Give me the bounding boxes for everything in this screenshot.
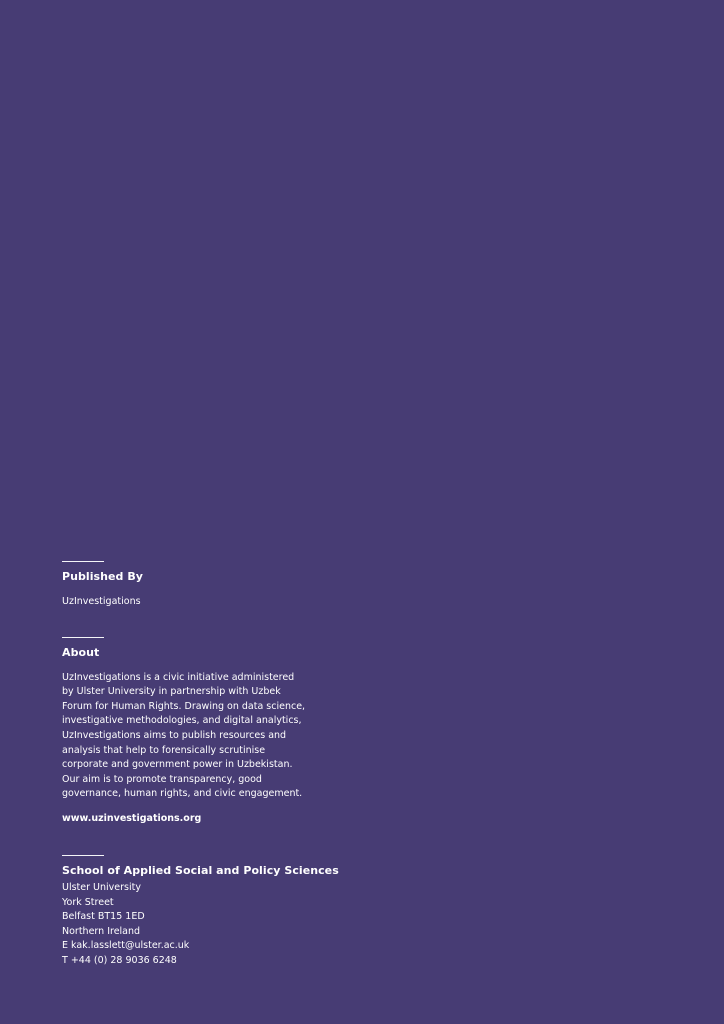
about-line: by Ulster University in partnership with Uzbek	[62, 686, 281, 698]
section-divider	[62, 855, 104, 856]
published-by-section	[62, 561, 342, 610]
about-line: governance, human rights, and civic engagement.	[62, 788, 303, 800]
address-region: Northern Ireland	[62, 925, 141, 937]
about-line: UzInvestigations is a civic initiative administered	[62, 671, 295, 683]
contact-email[interactable]: E kak.lasslett@ulster.ac.uk	[62, 940, 190, 952]
about-line: Forum for Human Rights. Drawing on data science,	[62, 700, 306, 712]
published-by-heading: Published By	[62, 570, 144, 583]
section-divider	[62, 637, 104, 638]
about-description	[62, 671, 342, 802]
school-address	[62, 881, 342, 969]
address-city-postcode: Belfast BT15 1ED	[62, 911, 145, 923]
section-divider	[62, 561, 104, 562]
about-section	[62, 637, 342, 826]
school-section	[62, 855, 342, 969]
about-line: Our aim is to promote transparency, good	[62, 773, 262, 785]
school-heading: School of Applied Social and Policy Sciences	[62, 863, 339, 877]
publication-info	[62, 561, 342, 969]
contact-phone: T +44 (0) 28 9036 6248	[62, 954, 177, 966]
publisher-name: UzInvestigations	[62, 596, 141, 607]
website-link[interactable]: www.uzinvestigations.org	[62, 812, 202, 824]
about-line: analysis that help to forensically scrutinise	[62, 744, 266, 756]
address-university: Ulster University	[62, 881, 141, 893]
about-line: corporate and government power in Uzbekistan.	[62, 759, 293, 771]
about-line: investigative methodologies, and digital analytics,	[62, 715, 302, 727]
address-street: York Street	[62, 896, 114, 908]
about-heading: About	[62, 645, 100, 659]
about-line: UzInvestigations aims to publish resources and	[62, 729, 287, 741]
